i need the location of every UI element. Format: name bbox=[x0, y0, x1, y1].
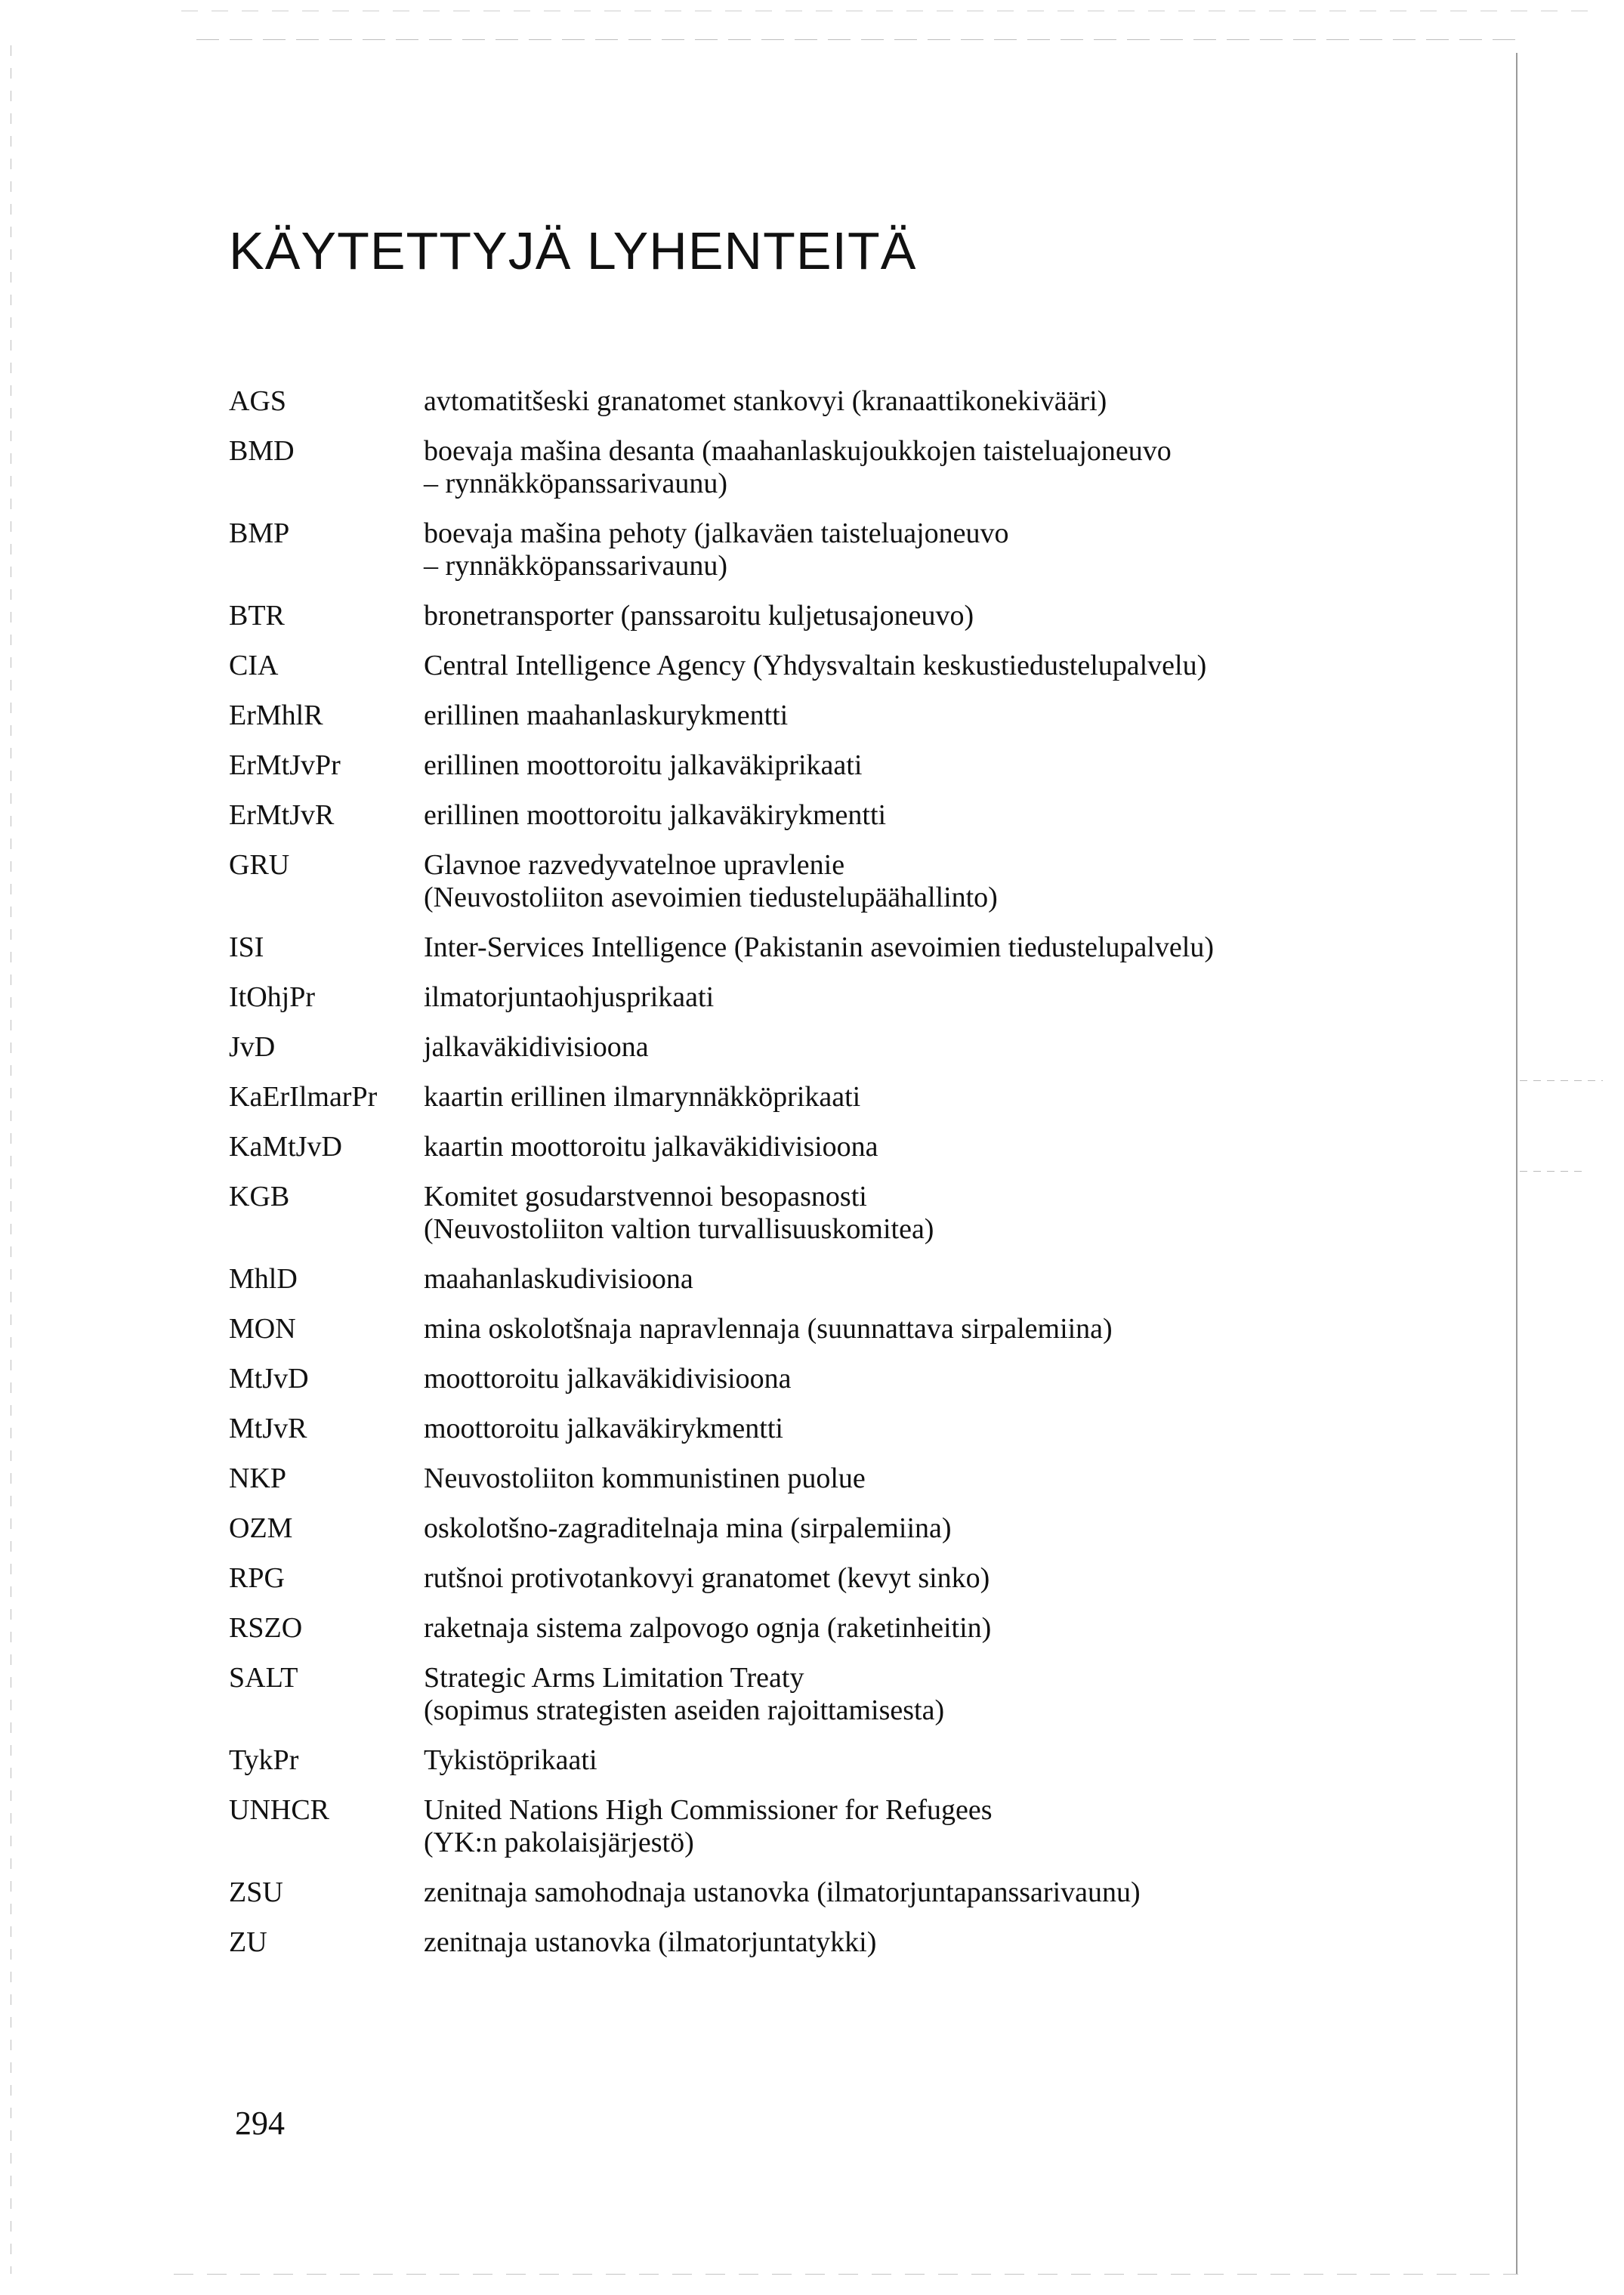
abbreviation-list bbox=[229, 385, 1332, 1976]
scan-edge-right bbox=[1516, 53, 1517, 2274]
abbreviation-entry bbox=[229, 1562, 1332, 1595]
abbreviation-definition: erillinen moottoroitu jalkaväkiprikaati bbox=[424, 749, 863, 781]
abbreviation-term: BMP bbox=[229, 517, 290, 549]
abbreviation-term: UNHCR bbox=[229, 1794, 330, 1826]
abbreviation-term: MhlD bbox=[229, 1263, 298, 1295]
abbreviation-definition: rutšnoi protivotankovyi granatomet (kevyt sinko) bbox=[424, 1562, 990, 1594]
abbreviation-definition: erillinen moottoroitu jalkaväkirykmentti bbox=[424, 799, 887, 831]
abbreviation-definition: ilmatorjuntaohjusprikaati bbox=[424, 981, 715, 1013]
abbreviation-term: RPG bbox=[229, 1562, 285, 1594]
abbreviation-entry bbox=[229, 1926, 1332, 1959]
abbreviation-definition: zenitnaja ustanovka (ilmatorjuntatykki) bbox=[424, 1926, 877, 1958]
abbreviation-term: ErMtJvR bbox=[229, 799, 335, 831]
abbreviation-entry bbox=[229, 650, 1332, 682]
abbreviation-definition: Komitet gosudarstvennoi besopasnosti (Neuvostoliiton valtion turvallisuuskomitea) bbox=[424, 1181, 934, 1245]
abbreviation-definition: jalkaväkidivisioona bbox=[424, 1031, 649, 1063]
abbreviation-term: BTR bbox=[229, 600, 285, 632]
abbreviation-entry bbox=[229, 1081, 1332, 1114]
abbreviation-term: JvD bbox=[229, 1031, 276, 1063]
abbreviation-definition: oskolotšno-zagraditelnaja mina (sirpalemiina) bbox=[424, 1512, 952, 1544]
abbreviation-term: MON bbox=[229, 1313, 296, 1345]
abbreviation-term: KaMtJvD bbox=[229, 1131, 342, 1163]
abbreviation-definition: moottoroitu jalkaväkirykmentti bbox=[424, 1413, 783, 1444]
abbreviation-entry bbox=[229, 1744, 1332, 1777]
abbreviation-term: ErMtJvPr bbox=[229, 749, 341, 781]
abbreviation-entry bbox=[229, 600, 1332, 632]
abbreviation-term: SALT bbox=[229, 1662, 298, 1694]
abbreviation-entry bbox=[229, 749, 1332, 782]
abbreviation-definition: boevaja mašina pehoty (jalkaväen taisteluajoneuvo – rynnäkköpanssarivaunu) bbox=[424, 517, 1009, 582]
abbreviation-definition: zenitnaja samohodnaja ustanovka (ilmatorjuntapanssarivaunu) bbox=[424, 1876, 1141, 1908]
abbreviation-entry bbox=[229, 1031, 1332, 1064]
abbreviation-entry bbox=[229, 1512, 1332, 1545]
abbreviation-term: MtJvD bbox=[229, 1363, 309, 1395]
abbreviation-definition: Neuvostoliiton kommunistinen puolue bbox=[424, 1463, 866, 1494]
abbreviation-term: KGB bbox=[229, 1181, 290, 1212]
abbreviation-definition: boevaja mašina desanta (maahanlaskujoukkojen taisteluajoneuvo – rynnäkköpanssarivaunu) bbox=[424, 435, 1172, 499]
abbreviation-entry bbox=[229, 1413, 1332, 1445]
abbreviation-definition: raketnaja sistema zalpovogo ognja (raketinheitin) bbox=[424, 1612, 992, 1644]
abbreviation-entry bbox=[229, 1181, 1332, 1246]
abbreviation-entry bbox=[229, 1876, 1332, 1909]
page-number: 294 bbox=[235, 2105, 285, 2142]
abbreviation-definition: moottoroitu jalkaväkidivisioona bbox=[424, 1363, 792, 1395]
abbreviation-entry bbox=[229, 435, 1332, 500]
abbreviation-definition: Inter-Services Intelligence (Pakistanin asevoimien tiedustelupalvelu) bbox=[424, 931, 1215, 963]
page-title: KÄYTETTYJÄ LYHENTEITÄ bbox=[229, 221, 917, 280]
abbreviation-term: NKP bbox=[229, 1463, 287, 1494]
scan-edge-bottom bbox=[174, 2274, 1518, 2275]
abbreviation-definition: bronetransporter (panssaroitu kuljetusajoneuvo) bbox=[424, 600, 974, 632]
abbreviation-entry bbox=[229, 1612, 1332, 1645]
abbreviation-definition: kaartin moottoroitu jalkaväkidivisioona bbox=[424, 1131, 878, 1163]
abbreviation-entry bbox=[229, 517, 1332, 582]
abbreviation-term: ZSU bbox=[229, 1876, 283, 1908]
abbreviation-entry bbox=[229, 849, 1332, 914]
abbreviation-definition: avtomatitšeski granatomet stankovyi (kranaattikonekivääri) bbox=[424, 385, 1107, 417]
scan-edge-top-inner bbox=[196, 39, 1526, 40]
scan-mark bbox=[1520, 1171, 1588, 1172]
abbreviation-entry bbox=[229, 799, 1332, 832]
abbreviation-definition: mina oskolotšnaja napravlennaja (suunnattava sirpalemiina) bbox=[424, 1313, 1113, 1345]
abbreviation-definition: Glavnoe razvedyvatelnoe upravlenie (Neuvostoliiton asevoimien tiedustelupäähallinto) bbox=[424, 849, 998, 913]
abbreviation-term: RSZO bbox=[229, 1612, 303, 1644]
abbreviation-entry bbox=[229, 1662, 1332, 1727]
abbreviation-definition: maahanlaskudivisioona bbox=[424, 1263, 693, 1295]
abbreviation-term: BMD bbox=[229, 435, 295, 467]
abbreviation-term: GRU bbox=[229, 849, 290, 881]
abbreviation-term: ItOhjPr bbox=[229, 981, 315, 1013]
abbreviation-entry bbox=[229, 385, 1332, 418]
abbreviation-term: TykPr bbox=[229, 1744, 299, 1776]
abbreviation-entry bbox=[229, 700, 1332, 732]
abbreviation-definition: kaartin erillinen ilmarynnäkköprikaati bbox=[424, 1081, 861, 1113]
abbreviation-entry bbox=[229, 931, 1332, 964]
scan-mark bbox=[1520, 1080, 1603, 1081]
abbreviation-definition: United Nations High Commissioner for Refugees (YK:n pakolaisjärjestö) bbox=[424, 1794, 993, 1858]
abbreviation-definition: Strategic Arms Limitation Treaty (sopimus strategisten aseiden rajoittamisesta) bbox=[424, 1662, 945, 1726]
abbreviation-entry bbox=[229, 1313, 1332, 1345]
abbreviation-definition: erillinen maahanlaskurykmentti bbox=[424, 700, 789, 731]
abbreviation-term: AGS bbox=[229, 385, 287, 417]
abbreviation-term: ZU bbox=[229, 1926, 267, 1958]
abbreviation-entry bbox=[229, 981, 1332, 1014]
abbreviation-entry bbox=[229, 1263, 1332, 1296]
abbreviation-term: ISI bbox=[229, 931, 264, 963]
abbreviation-term: KaErIlmarPr bbox=[229, 1081, 378, 1113]
abbreviation-term: CIA bbox=[229, 650, 279, 681]
abbreviation-term: ErMhlR bbox=[229, 700, 323, 731]
abbreviation-entry bbox=[229, 1363, 1332, 1395]
abbreviation-entry bbox=[229, 1131, 1332, 1163]
abbreviation-term: OZM bbox=[229, 1512, 293, 1544]
abbreviation-definition: Tykistöprikaati bbox=[424, 1744, 597, 1776]
abbreviation-term: MtJvR bbox=[229, 1413, 307, 1444]
abbreviation-definition: Central Intelligence Agency (Yhdysvaltain keskustiedustelupalvelu) bbox=[424, 650, 1207, 681]
abbreviation-entry bbox=[229, 1794, 1332, 1859]
abbreviation-entry bbox=[229, 1463, 1332, 1495]
